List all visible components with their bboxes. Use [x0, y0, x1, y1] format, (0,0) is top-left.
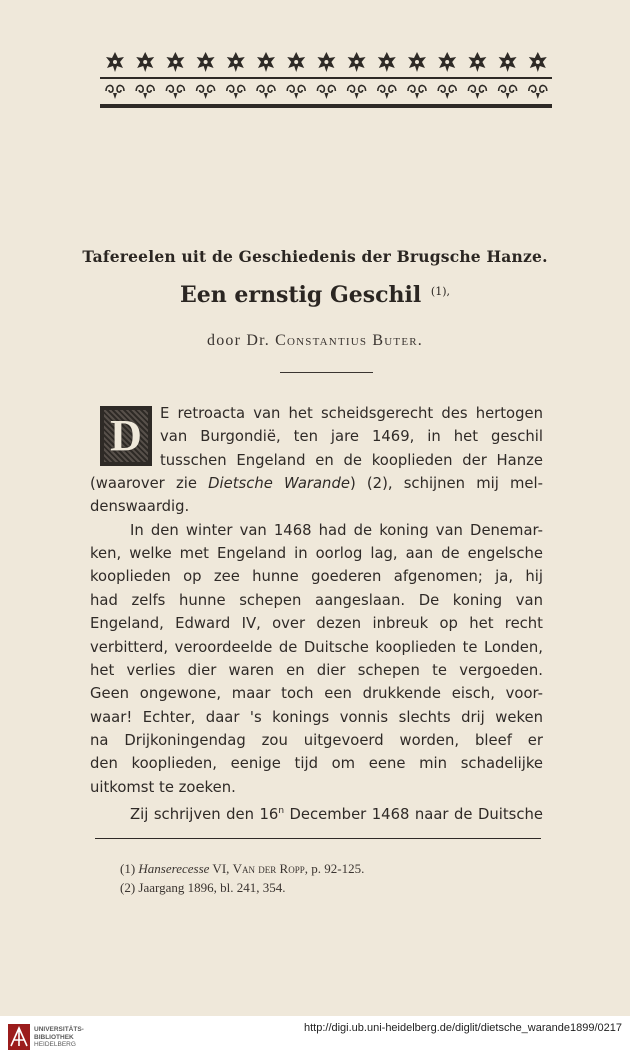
body-line: Engeland, Edward IV, over dezen inbreuk op het recht	[90, 615, 543, 633]
footnote-divider	[95, 838, 541, 839]
byline-prefix: door Dr.	[207, 332, 270, 349]
body-line: denswaardig.	[90, 498, 190, 516]
body-line: Geen ongewone, maar toch een drukkende eisch, voor-	[90, 685, 543, 703]
body-line: waar! Echter, daar 's konings vonnis slechts drij weken	[90, 708, 543, 726]
footnote-1	[120, 861, 364, 877]
footnote-text: VI,	[209, 861, 233, 876]
title-divider	[280, 372, 373, 373]
footnote-smallcaps: Van der Ropp	[232, 861, 305, 876]
body-line: ken, welke met Engeland in oorlog lag, aan de engelsche	[90, 545, 543, 563]
italic-title: Dietsche Warande	[208, 475, 350, 493]
byline-author: Constantius Buter.	[275, 332, 423, 349]
footnote-marker: (1)	[120, 861, 136, 876]
footnote-marker: (2)	[120, 880, 136, 895]
institution-name: UNIVERSITÄTS- BIBLIOTHEK HEIDELBERG	[34, 1026, 84, 1048]
footnote-text: Jaargang 1896, bl. 241, 354.	[135, 880, 286, 895]
drop-cap-initial	[100, 406, 152, 466]
body-line: (waarover zie Dietsche Warande) (2), schijnen mij mel-	[90, 475, 543, 493]
body-line: den kooplieden, eenige tijd om eene min schadelijke	[90, 755, 543, 773]
article-title	[0, 282, 630, 308]
footnote-italic: Hanserecesse	[138, 861, 210, 876]
university-library-logo-icon	[8, 1024, 30, 1050]
body-line: In den winter van 1468 had de koning van Denemar-	[130, 521, 543, 539]
superscript: n	[278, 805, 285, 816]
footer-bar	[0, 1016, 630, 1061]
body-line: had zelfs hunne schepen aangeslaan. De koning van	[90, 591, 543, 609]
body-line: na Drijkoningendag zou uitgevoerd worden, bleef er	[90, 731, 543, 749]
article-footnote-ref: (1),	[430, 285, 450, 298]
footnote-2	[120, 880, 286, 896]
byline	[0, 332, 630, 350]
drop-cap-letter: D	[110, 411, 142, 460]
source-url-link[interactable]: http://digi.ub.uni-heidelberg.de/diglit/dietsche_warande1899/0217	[303, 1022, 622, 1034]
decorative-border-ornament	[100, 46, 552, 108]
series-title: Tafereelen uit de Geschiedenis der Brugsche Hanze.	[82, 247, 548, 266]
body-line: Zij schrijven den 16$^n$ December 1468 naar de Duitsche	[130, 805, 543, 823]
body-line: tusschen Engeland en de kooplieden der Hanze	[160, 451, 543, 469]
article-title-text: Een ernstig Geschil	[180, 282, 422, 308]
body-line: van Burgondië, ten jare 1469, in het geschil	[160, 428, 543, 446]
body-line: verbitterd, veroordeelde de Duitsche kooplieden te Londen,	[90, 638, 543, 656]
body-line: het verlies dier waren en dier schepen te vergoeden.	[90, 661, 543, 679]
footnote-tail: , p. 92-125.	[304, 861, 365, 876]
body-line: uitkomst te zoeken.	[90, 778, 236, 796]
body-line: kooplieden op zee hunne goederen afgenomen; ja, hij	[90, 568, 543, 586]
body-line: E retroacta van het scheidsgerecht des hertogen	[160, 405, 543, 422]
